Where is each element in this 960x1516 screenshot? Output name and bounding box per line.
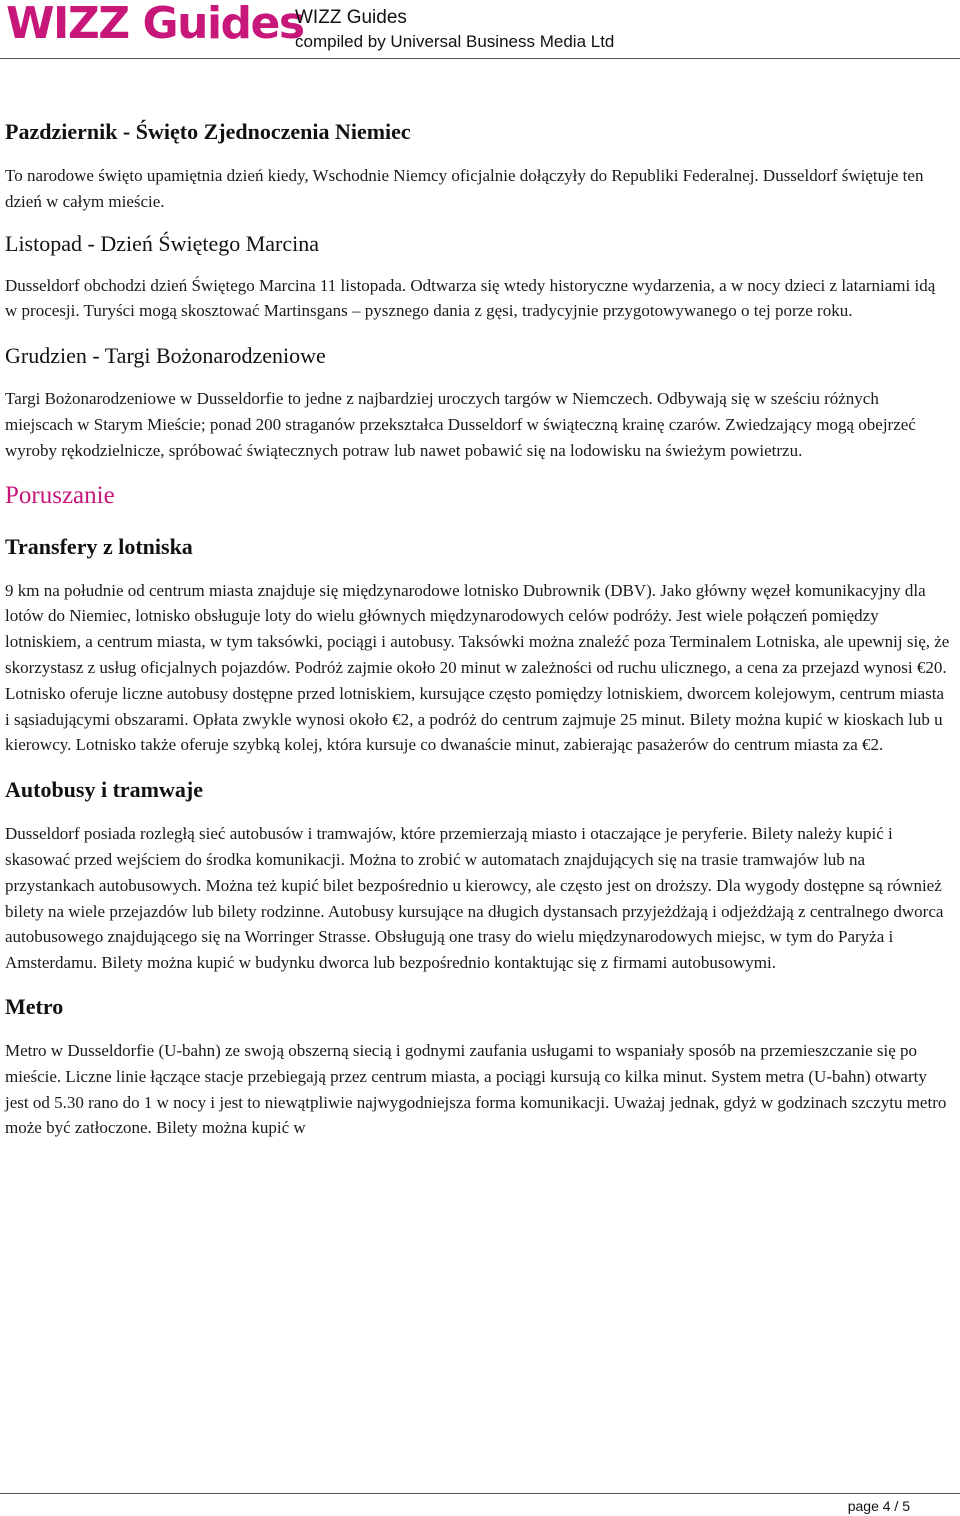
header-divider (0, 58, 960, 59)
airport-transfers-paragraph: 9 km na południe od centrum miasta znajduje się międzynarodowe lotnisko Dubrownik (DBV). Jako główny węzeł komunikacyjny dla lotów do Niemiec, lotnisko obsługuje loty do wielu głównych międzynarodowych celów podróży. Jest wiele połączeń pomiędzy lotniskiem, a centrum miasta, w tym taksówki, pociągi i autobusy. Taksówki można znaleźć poza Terminalem Lotniska, ale upewnij się, że skorzystasz z usług oficjalnych pojazdów. Podróż zajmie około 20 minut w zależności od ruchu ulicznego, a cena za przejazd wynosi €20. Lotnisko oferuje liczne autobusy dostępne przed lotniskiem, kursujące często pomiędzy lotniskiem, dworcem kolejowym, centrum miasta i sąsiadującymi obszarami. Opłata zwykle wynosi około €2, a podróż do centrum zajmuje 25 minut. Bilety można kupić w kioskach lub u kierowcy. Lotnisko także oferuje szybką kolej, która kursuje co dwanaście minut, zabierając pasażerów do centrum miasta za €2. (5, 580, 950, 755)
metro-paragraph: Metro w Dusseldorfie (U-bahn) ze swoją obszerną siecią i godnymi zaufania usługami to wspaniały sposób na przemieszczanie się po mieście. Liczne linie łączące stacje przebiegają przez centrum miasta, a pociągi kursują co kilka minut. System metra (U-bahn) otwarty jest od 5.30 rano do 1 w nocy i jest to niewątpliwie najwygodniejsza forma komunikacji. Uważaj jednak, gdyż w godzinach szczytu metro może być zatłoczone. Bilety można kupić w (5, 1040, 947, 1138)
footer-divider (0, 1493, 960, 1494)
page-content (5, 118, 950, 1141)
header-title: WIZZ Guides (295, 7, 407, 28)
airport-transfers-heading: Transfery z lotniska (5, 533, 193, 559)
header-subtitle: compiled by Universal Business Media Ltd (295, 32, 615, 51)
october-paragraph: To narodowe święto upamiętnia dzień kiedy, Wschodnie Niemcy oficjalnie dołączyły do Republiki Federalnej. Dusseldorf świętuje ten dzień w całym mieście. (5, 166, 924, 211)
buses-trams-paragraph: Dusseldorf posiada rozległą sieć autobusów i tramwajów, które przemierzają miasto i otaczające je peryferie. Bilety należy kupić i skasować przed wejściem do środka komunikacji. Można to zrobić w automatach znajdujących się na trasie tramwajów lub na przystankach autobusowych. Można też kupić bilet bezpośrednio u kierowcy, ale często jest on droższy. Dla wygody dostępne są również bilety na wiele przejazdów lub bilety rodzinne. Autobusy kursujące na długich dystansach przyjeżdżają i odjeżdżają z centralnego dworca autobusowego znajdującego się na Worringer Strasse. Obsługują one trasy do wielu międzynarodowych miejsc, w tym do Paryża i Amsterdamu. Bilety można kupić w budynku dworca lub bezpośrednio kontaktując się z firmami autobusowymi. (5, 824, 944, 973)
october-heading: Pazdziernik - Święto Zjednoczenia Niemiec (5, 119, 411, 144)
november-heading: Listopad - Dzień Świętego Marcina (5, 230, 320, 256)
wizz-guides-logo: WIZZ Guides (6, 0, 304, 49)
page-number: page 4 / 5 (847, 1498, 910, 1514)
december-heading: Grudzien - Targi Bożonarodzeniowe (5, 343, 326, 369)
header-text-block (295, 6, 614, 54)
november-paragraph: Dusseldorf obchodzi dzień Świętego Marcina 11 listopada. Odtwarza się wtedy historyczne wydarzenia, a w nocy dzieci z latarniami idą w procesji. Turyści mogą skosztować Martinsgans – pysznego dania z gęsi, tradycyjnie przygotowywanego o tej porze roku. (5, 275, 936, 321)
page-header (0, 0, 960, 58)
december-paragraph: Targi Bożonarodzeniowe w Dusseldorfie to jedne z najbardziej uroczych targów w Niemczech. Odbywają się w sześciu różnych miejscach w Starym Mieście; ponad 200 straganów przekształca Dusseldorf w świąteczną krainę czarów. Zwiedzający mogą obejrzeć wyroby rękodzielnicze, spróbować świątecznych potraw lub nawet pobawić się na lodowisku na świeżym powietrzu. (5, 389, 916, 460)
metro-heading: Metro (5, 993, 64, 1019)
getting-around-section-title: Poruszanie (5, 481, 115, 509)
buses-trams-heading: Autobusy i tramwaje (5, 777, 203, 803)
